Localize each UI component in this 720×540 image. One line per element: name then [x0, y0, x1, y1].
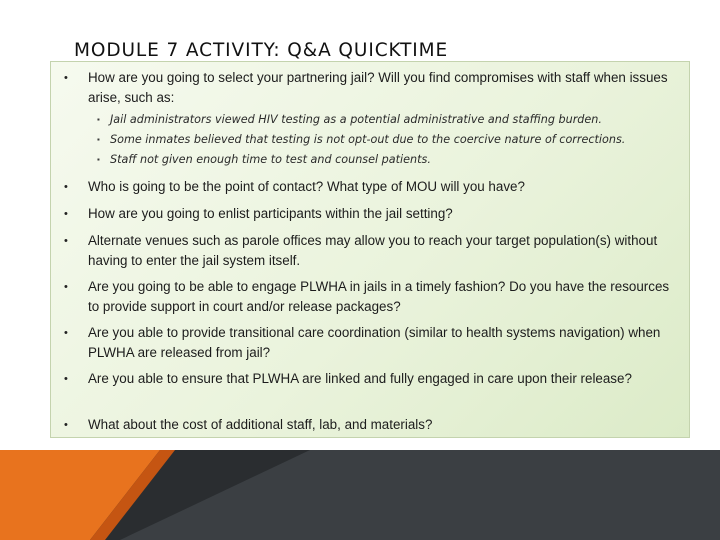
list-item: Are you able to ensure that PLWHA are linked and fully engaged in care upon their release? [88, 371, 632, 386]
list-item: How are you going to enlist participants within the jail setting? [88, 206, 453, 221]
list-item: How are you going to select your partnering jail? Will you find compromises with staff when issues arise, such as: [88, 70, 668, 105]
bullet-icon: • [64, 181, 68, 193]
content-box [50, 61, 690, 438]
bullet-icon: • [64, 281, 68, 293]
bullet-icon: • [64, 419, 68, 431]
sub-list-item: ▪ Some inmates believed that testing is not opt-out due to the coercive nature of corrections. [97, 130, 687, 150]
bullet-icon: • [64, 327, 68, 339]
slide-title: MODULE 7 ACTIVITY: Q&A QUICKTIME [74, 40, 449, 61]
square-bullet-icon: ▪ [97, 135, 100, 144]
bullet-icon: • [64, 373, 68, 385]
list-item: Alternate venues such as parole offices may allow you to reach your target population(s) without having to enter the jail system itself. [88, 233, 658, 268]
sub-list-item: ▪ Jail administrators viewed HIV testing as a potential administrative and staffing burden. [97, 110, 687, 130]
list-item: Are you going to be able to engage PLWHA in jails in a timely fashion? Do you have the resources to provide support in court and/or release packages? [88, 279, 670, 314]
bullet-icon: • [64, 208, 68, 220]
square-bullet-icon: ▪ [97, 115, 100, 124]
bullet-icon: • [64, 235, 68, 247]
list-item: Who is going to be the point of contact? What type of MOU will you have? [88, 179, 525, 194]
list-item: Are you able to provide transitional care coordination (similar to health systems navigation) when PLWHA are released from jail? [88, 325, 661, 360]
list-item: What about the cost of additional staff, lab, and materials? [88, 417, 433, 432]
sub-list-item: ▪ Staff not given enough time to test and counsel patients. [97, 150, 687, 170]
bullet-icon: • [64, 72, 68, 84]
square-bullet-icon: ▪ [97, 155, 100, 164]
decorative-footer-band [0, 450, 720, 540]
